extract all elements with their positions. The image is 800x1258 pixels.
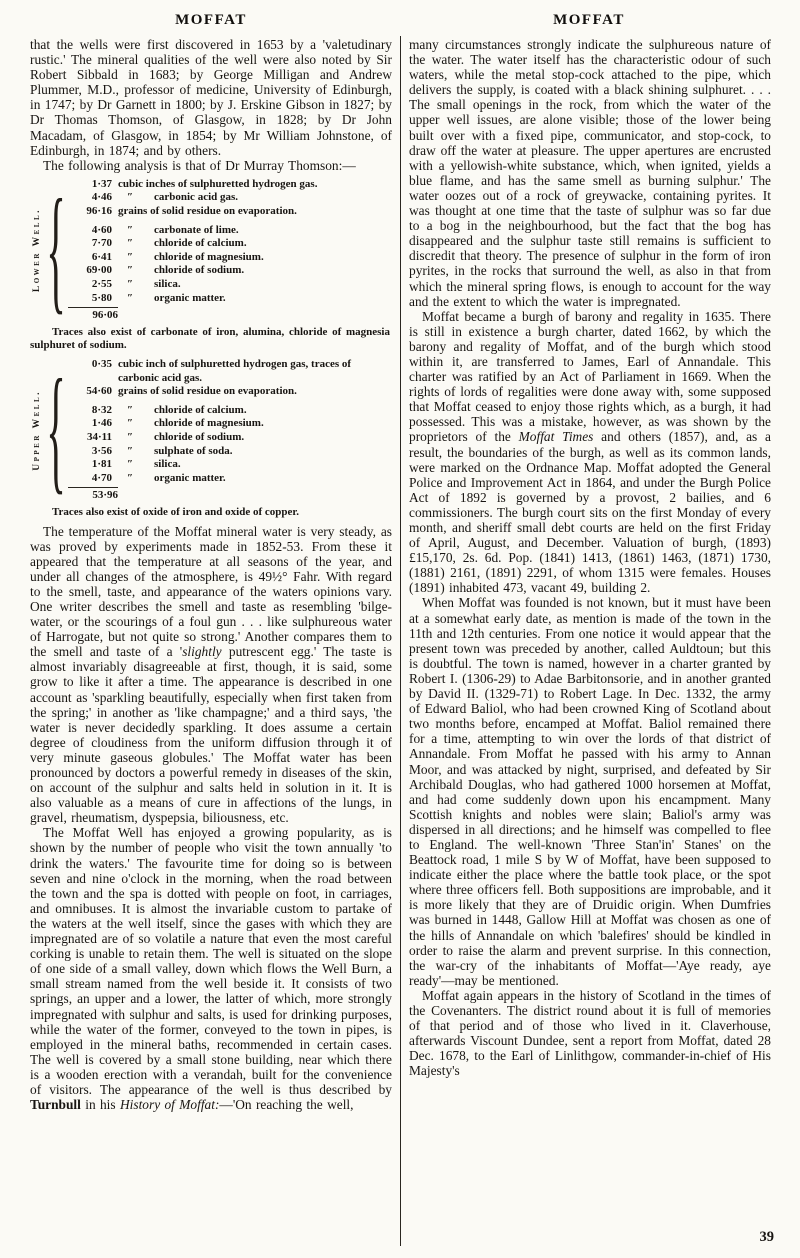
substance-cell: chloride of sodium. xyxy=(154,264,245,277)
table-main xyxy=(30,352,392,509)
table-row xyxy=(76,178,392,192)
substance-cell: silica. xyxy=(154,278,181,290)
text-segment: in his xyxy=(80,1097,120,1113)
text-segment-bold: Turnbull xyxy=(30,1097,81,1113)
ditto-mark: ″ xyxy=(126,191,134,204)
value-cell: 4·46 xyxy=(91,191,112,204)
substance-cell: cubic inch of sulphuretted hydrogen gas, traces of carbonic acid gas. xyxy=(118,357,352,384)
upper-well-label-text: Upper Well. xyxy=(31,390,42,471)
substance-cell: grains of solid residue on evaporation. xyxy=(118,385,297,398)
ditto-mark: ″ xyxy=(126,264,134,277)
substance-cell: grains of solid residue on evaporation. xyxy=(118,205,297,218)
substance-cell: chloride of calcium. xyxy=(154,237,247,250)
lower-well-label xyxy=(30,178,45,323)
page-number: 39 xyxy=(759,1229,774,1245)
right-column xyxy=(409,37,771,1078)
column-divider xyxy=(400,36,401,1246)
lower-well-label-text: Lower Well. xyxy=(31,208,42,293)
ditto-mark: ″ xyxy=(126,291,134,304)
ditto-mark: ″ xyxy=(126,458,134,471)
text-segment-italic: History of Moffat: xyxy=(119,1097,220,1113)
table-row xyxy=(76,237,392,251)
upper-well-label xyxy=(30,358,45,503)
paragraph-sulphureous-nature: many circumstances strongly indicate the sulphureous nature of the water. The water itself has the characteristic odour of such waters, while the metal stop-cock attached to the pipe, which delivers the supply, is coated with a black shining sulphuret. . . . The small openings in the rock, from which the water of the upper well issues, are alone visible; those of the lower being built over with a fixed pipe, communicator, and stop-cock, to draw off the water at pleasure. The upper apertures are encrusted with a yellowish-white substance, which, when ignited, yields a blue flame, and has the same smell as burning sulphur.' The water oozes out of a rock of greywacke, containing pyrites. It was thought at one time that the taste of sulphur was so far due to a bog in the neighbourhood, but the fact that the bog has disappeared and the sulphur taste still remains is sufficient to discredit that theory. The presence of sulphur in the form of iron pyrites, in the rocks that surround the well, as also in that from which the mineral spring flows, is enough to account for the way and the extent to which the water is impregnated. xyxy=(409,37,771,309)
text-segment: putrescent egg.' The taste is almost invariably disagreeable at first, though, it is said, some grow to like it after a time. The appearance is described in one account as 'sparkling beautifully, especially when first taken from the spring;' in another as 'like champagne;' and a third says, 'the water is never decidedly sparkling. It does assume a certain degree of cloudiness from the uniform diffusion through it of very minute gaseous globules.' The Moffat water has been pronounced by doctors a powerful remedy in diseases of the skin, on account of the sulphur and salts held in solution in it. It is also valuable as a means of cure in affections of the lungs, in gravel, rheumatism, dyspepsia, biliousness, etc. xyxy=(30,644,393,826)
paragraph-burgh-history xyxy=(409,309,771,596)
table-row xyxy=(76,205,392,219)
analysis-table-lower-well xyxy=(30,172,392,353)
value-cell: 3·56 xyxy=(91,444,112,457)
value-cell: 8·32 xyxy=(91,403,112,416)
ditto-mark: ″ xyxy=(126,430,134,443)
substance-cell: organic matter. xyxy=(154,471,226,484)
value-cell: 54·60 xyxy=(86,385,112,398)
value-cell: 69·00 xyxy=(86,264,112,277)
substance-cell: carbonate of lime. xyxy=(154,223,239,236)
paragraph-temperature xyxy=(30,524,392,826)
value-cell: 7·70 xyxy=(91,237,112,250)
table-row xyxy=(76,292,392,306)
ditto-mark: ″ xyxy=(126,471,134,484)
substance-cell: sulphate of soda. xyxy=(154,444,233,457)
analysis-table-upper-well xyxy=(30,352,392,520)
substance-cell: chloride of magnesium. xyxy=(154,250,264,263)
text-segment-italic: slightly xyxy=(182,644,222,660)
table-note: Traces also exist of carbonate of iron, alumina, chloride of magnesia sulphuret of sodium. xyxy=(30,325,390,352)
total-value: 96·06 xyxy=(68,307,118,323)
ditto-mark: ″ xyxy=(126,237,134,250)
paragraph-analysis-intro: The following analysis is that of Dr Murray Thomson:— xyxy=(43,157,356,173)
substance-cell: silica. xyxy=(154,458,181,471)
ditto-mark: ″ xyxy=(126,444,134,457)
running-head-left: MOFFAT xyxy=(175,12,247,28)
table-row xyxy=(76,445,392,459)
table-note: Traces also exist of oxide of iron and oxide of copper. xyxy=(52,505,299,518)
table-row xyxy=(76,458,392,472)
text-segment: and others (1857), and, as a result, the boundaries of the burgh, as well as its common lands, were marked on the Ordnance Map. Moffat adopted the General Police and Improvement Act in 1864, and under the Burgh Police Act of 1892 is governed by a provost, 2 bailies, and 6 commissioners. The burgh court sits on the first Monday of every month, and sheriff small debt courts are held on the first Friday of April, August, and December. Valuation of burgh, (1893) £15,170, 2s. 6d. Pop. (1841) 1413, (1861) 1463, (1871) 1730, (1881) 2161, (1891) 2291, of whom 1315 were females. Houses (1891) inhabited 473, vacant 49, building 2. xyxy=(409,429,771,596)
ditto-mark: ″ xyxy=(126,223,134,236)
value-cell: 1·81 xyxy=(91,458,112,471)
paragraph-wells-discovered: that the wells were first discovered in 1653 by a 'valetudinary rustic.' The mineral qualities of the well were also noted by Sir Robert Sibbald in 1683; by George Milligan and Andrew Plummer, M.D., professor of medicine, University of Edinburgh, in 1747; by Dr Garnett in 1800; by J. Erskine Gibson in 1827; by Dr Thomas Thomson, of Glasgow, in 1828; by Dr John Macadam, of Glasgow, in 1854; by Mr William Johnstone, of Edinburgh, in 1874; and by others. xyxy=(30,37,392,158)
ditto-mark: ″ xyxy=(126,278,134,290)
value-cell: 6·41 xyxy=(91,250,112,263)
table-row xyxy=(76,417,392,431)
value-cell: 1·37 xyxy=(91,177,112,190)
table-brace: { xyxy=(46,172,66,329)
table-total-row xyxy=(76,307,392,323)
table-row xyxy=(76,278,392,292)
paragraph-covenanters: Moffat again appears in the history of Scotland in the times of the Covenanters. The district round about it is full of memories of that period and of those who lived in it. Claverhouse, afterwards Viscount Dundee, sent a report from Moffat, dated 28 Dec. 1678, to the Earl of Linlithgow, commander-in-chief of His Majesty's xyxy=(409,987,771,1079)
left-column xyxy=(30,37,392,1112)
text-segment: —'On reaching the well, xyxy=(219,1097,354,1113)
table-brace: { xyxy=(46,352,66,509)
table-row xyxy=(76,358,392,385)
table-row xyxy=(76,264,392,278)
value-cell: 1·46 xyxy=(91,417,112,430)
running-head-right: MOFFAT xyxy=(553,12,625,28)
text-segment: The Moffat Well has enjoyed a growing popularity, as is shown by the number of people who visit the town annually 'to drink the waters.' The favourite time for doing so is between seven and nine o'clock in the morning, when the road between the town and the spa is dotted with people on foot, in carriages, and omnibuses. It is almost the invariable custom to partake of the waters at the well itself, since the gases with which they are impregnated are of so volatile a nature that even the most careful corking is unable to retain them. The well is situated on the slope of one side of a small valley, down which flows the Well Burn, a small stream named from the well beside it. It consists of two springs, an upper and a lower, the latter of which, more strongly impregnated with sulphur and salts, is used for drinking purposes, while the water of the former, conveyed to the town in pipes, is employed in the mineral baths, recommended in certain cases. The well is covered by a small stone building, near which there is a wooden erection with a verandah, built for the convenience of visitors. The appearance of the well is thus described by xyxy=(30,825,392,1097)
table-main xyxy=(30,172,392,329)
value-cell: 4·70 xyxy=(91,471,112,484)
table-row xyxy=(76,251,392,265)
value-cell: 34·11 xyxy=(86,430,112,443)
table-rows xyxy=(76,178,392,323)
substance-cell: chloride of calcium. xyxy=(154,403,247,416)
table-row xyxy=(76,224,392,238)
value-cell: 0·35 xyxy=(91,357,112,370)
paragraph-well-popularity xyxy=(30,825,392,1112)
table-row xyxy=(76,472,392,486)
table-total-row xyxy=(76,487,392,503)
text-segment-italic: Moffat Times xyxy=(518,429,594,445)
table-rows xyxy=(76,358,392,503)
substance-cell: chloride of sodium. xyxy=(154,430,245,443)
substance-cell: chloride of magnesium. xyxy=(154,417,264,430)
substance-cell: cubic inches of sulphuretted hydrogen gas. xyxy=(118,177,318,190)
text-segment: Moffat became a burgh of barony and regality in 1635. There is still in existence a burgh charter, dated 1662, by which the barony and regality of Moffat, and of the burgh which stood within it, are transferred to James, Earl of Annandale. This charter was ratified by an Act of Parliament in 1669. When the rights of lords of regalities were done away with, some supposed that Moffat ceased to enjoy those rights which, as a burgh, it had possessed. This was a mistake, however, as was shown by the proprietors of the xyxy=(409,308,771,445)
table-row xyxy=(76,404,392,418)
value-cell: 96·16 xyxy=(86,205,112,218)
substance-cell: organic matter. xyxy=(154,291,226,304)
ditto-mark: ″ xyxy=(126,250,134,263)
table-row xyxy=(76,431,392,445)
ditto-mark: ″ xyxy=(126,417,134,430)
text-segment: The temperature of the Moffat mineral water is very steady, as was proved by experiments made in 1852-53. From these it appeared that the temperature at all seasons of the year, and under all changes of the atmosphere, is 49½° Fahr. With regard to the smell, taste, and appearance of the waters opinions vary. One writer describes the smell and taste as resembling 'bilge-water, or the scourings of a foul gun . . . like sulphureous water of Harrogate, but not quite so strong.' Another compares them to the smell and taste of a ' xyxy=(30,523,392,660)
value-cell: 4·60 xyxy=(91,223,112,236)
paragraph-founding: When Moffat was founded is not known, but it must have been at a somewhat early date, as mention is made of the town in the 11th and 12th centuries. From one notice it would appear that the present town was preceded by another, called Auldtoun; but this is doubtful. The town is named, however in a charter granted by Robert I. (1306-29) to Adae Barbitonsorie, and in another granted by David II. (1329-71) to Robert Lage. In Dec. 1332, the army of Edward Baliol, who had been crowned King of Scotland about two months before, encamped at Moffat. Baliol remained there for a time, attempting to win over the lords of that district of Annandale. From Moffat he passed with his army to Annan Moor, and was attacked by night, surprised, and defeated by Sir Archibald Douglas, who had gathered 1000 horsemen at Moffat, and had come suddenly down upon his encampment. Many Scottish knights and nobles were slain; Baliol's army was dispersed in all directions; and he himself was compelled to flee to England. The well-known 'Three Stan'in' Stanes' on the Beattock road, 1 mile S by W of Moffat, have been supposed to indicate either the place where the battle took place, or the spot where three officers fell. Both suppositions are improbable, and it is more likely that they are of Druidic origin. When Dumfries was burned in 1448, Gallow Hill at Moffat was chosen as one of the hills of Annandale on which 'balefires' should be kindled in order to raise the alarm and prevent surprise. In this connection, the war-cry of the inhabitants of Moffat—'Aye ready, aye ready'—may be mentioned. xyxy=(409,595,771,988)
table-row xyxy=(76,385,392,399)
ditto-mark: ″ xyxy=(126,403,134,416)
substance-cell: carbonic acid gas. xyxy=(154,191,239,204)
table-row xyxy=(76,191,392,205)
value-cell: 2·55 xyxy=(91,278,112,290)
value-cell: 5·80 xyxy=(91,291,112,304)
total-value: 53·96 xyxy=(68,487,118,503)
